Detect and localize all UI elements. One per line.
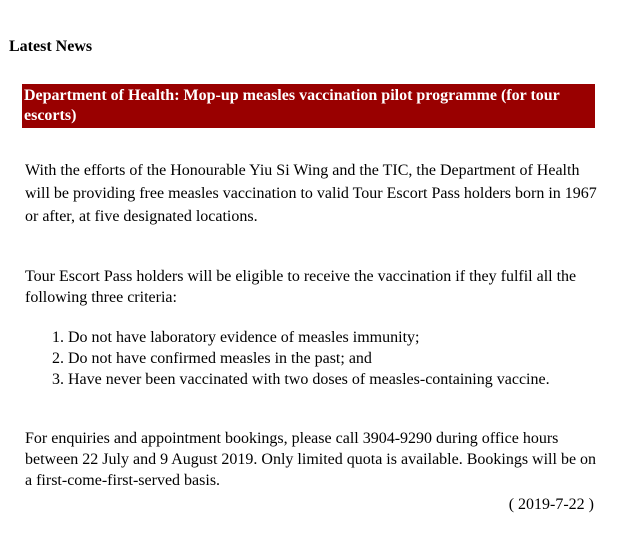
news-intro-paragraph: With the efforts of the Honourable Yiu Si Wing and the TIC, the Department of Health will be providing free measles vaccination to valid Tour Escort Pass holders born in 1967 or after, at five designated locations. bbox=[25, 162, 597, 225]
section-title: Latest News bbox=[9, 38, 93, 55]
criteria-intro-paragraph: Tour Escort Pass holders will be eligible to receive the vaccination if they fulfil all the following three criteria: bbox=[25, 268, 577, 306]
criteria-list bbox=[25, 327, 597, 390]
news-body bbox=[25, 159, 597, 489]
criteria-item: 2. Do not have confirmed measles in the past; and bbox=[68, 348, 597, 369]
criteria-item: 1. Do not have laboratory evidence of measles immunity; bbox=[68, 327, 597, 348]
news-date: ( 2019-7-22 ) bbox=[508, 496, 594, 513]
enquiry-paragraph: For enquiries and appointment bookings, please call 3904-9290 during office hours between 22 July and 9 August 2019. Only limited quota is available. Bookings will be on a first-come-first-served basis. bbox=[25, 430, 597, 489]
criteria-item: 3. Have never been vaccinated with two doses of measles-containing vaccine. bbox=[68, 369, 597, 390]
news-headline: Department of Health: Mop-up measles vaccination pilot programme (for tour escorts) bbox=[22, 84, 595, 128]
